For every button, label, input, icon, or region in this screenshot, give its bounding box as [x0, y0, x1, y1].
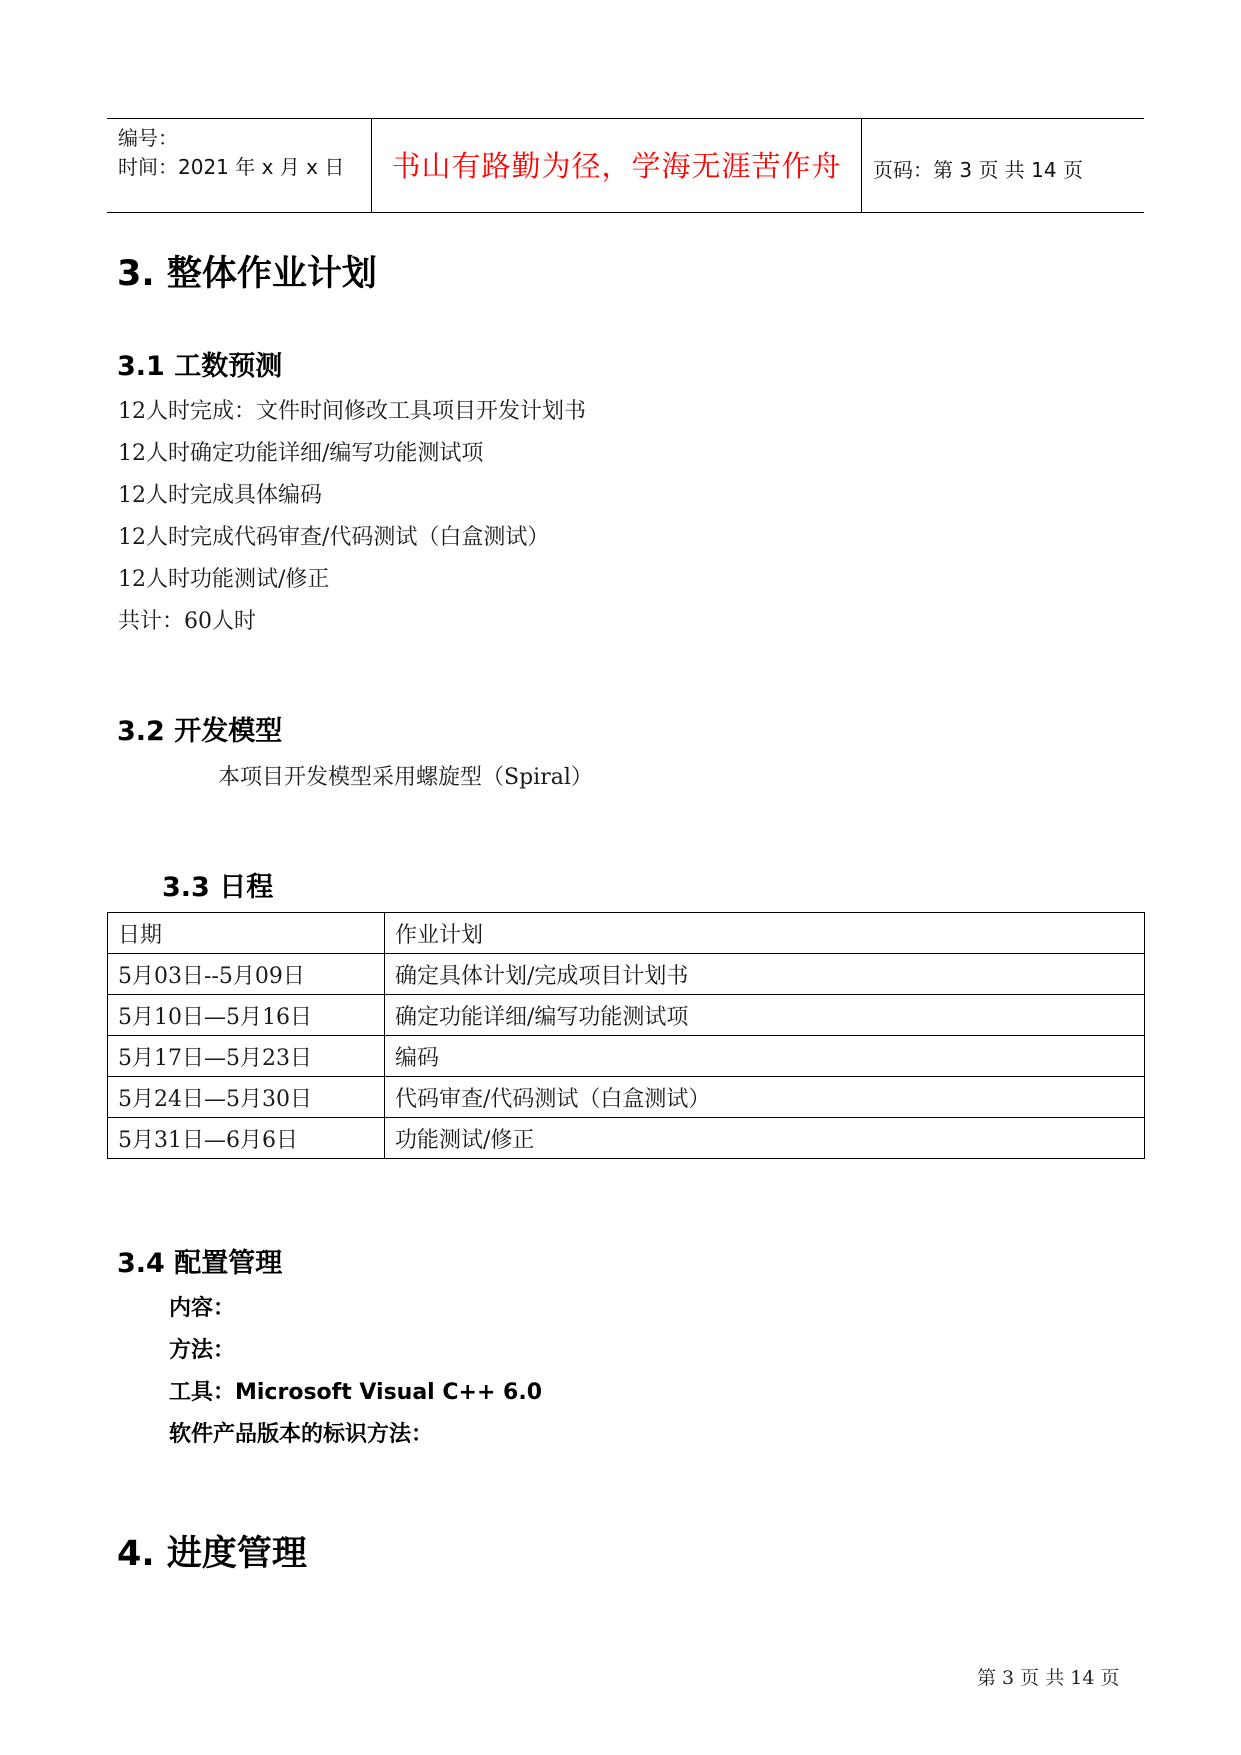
- config-content-label: 内容：: [169, 1296, 236, 1321]
- section-3-1-title: 3.1 工数预测: [117, 351, 283, 382]
- workload-total: 共计：60人时: [118, 609, 256, 634]
- section-3-3-title: 3.3 日程: [162, 872, 274, 903]
- workload-line: 12人时完成：文件时间修改工具项目开发计划书: [118, 399, 586, 424]
- section-3-2-title: 3.2 开发模型: [117, 716, 283, 747]
- table-cell-date: 5月24日—5月30日: [108, 1077, 385, 1118]
- header-motto: 书山有路勤为径，学海无涯苦作舟: [391, 149, 842, 183]
- config-tool-line: 工具：Microsoft Visual C++ 6.0: [169, 1380, 543, 1405]
- table-row: [108, 954, 1145, 995]
- dev-model-text: 本项目开发模型采用螺旋型（Spiral）: [218, 765, 593, 790]
- header-top-rule: [107, 118, 1144, 119]
- table-header-date: 日期: [108, 913, 385, 954]
- footer-page-number: 第 3 页 共 14 页: [977, 1667, 1120, 1689]
- table-cell-date: 5月31日—6月6日: [108, 1118, 385, 1159]
- workload-line: 12人时完成具体编码: [118, 483, 322, 508]
- header-divider-right: [861, 118, 862, 212]
- table-cell-plan: 确定功能详细/编写功能测试项: [385, 995, 1145, 1036]
- section-3-4-title: 3.4 配置管理: [117, 1248, 283, 1279]
- table-row: [108, 995, 1145, 1036]
- header-time-label: 时间：2021 年 x 月 x 日: [118, 155, 345, 179]
- table-header-plan: 作业计划: [385, 913, 1145, 954]
- table-cell-plan: 确定具体计划/完成项目计划书: [385, 954, 1145, 995]
- table-row: [108, 1118, 1145, 1159]
- table-cell-plan: 功能测试/修正: [385, 1118, 1145, 1159]
- schedule-table: [107, 912, 1145, 1159]
- config-method-label: 方法：: [169, 1338, 236, 1363]
- table-cell-plan: 编码: [385, 1036, 1145, 1077]
- workload-line: 12人时功能测试/修正: [118, 567, 330, 592]
- header-number-label: 编号：: [118, 126, 178, 150]
- table-cell-date: 5月17日—5月23日: [108, 1036, 385, 1077]
- header-page-info: 页码：第 3 页 共 14 页: [873, 158, 1083, 182]
- header-bottom-rule: [107, 212, 1144, 213]
- table-cell-date: 5月10日—5月16日: [108, 995, 385, 1036]
- table-cell-plan: 代码审查/代码测试（白盒测试）: [385, 1077, 1145, 1118]
- workload-line: 12人时确定功能详细/编写功能测试项: [118, 441, 484, 466]
- section-4-title: 4. 进度管理: [117, 1534, 307, 1574]
- section-3-title: 3. 整体作业计划: [117, 254, 377, 294]
- table-row: [108, 1036, 1145, 1077]
- table-header-row: [108, 913, 1145, 954]
- config-version-id-label: 软件产品版本的标识方法：: [169, 1422, 434, 1447]
- workload-line: 12人时完成代码审查/代码测试（白盒测试）: [118, 525, 550, 550]
- table-cell-date: 5月03日--5月09日: [108, 954, 385, 995]
- table-row: [108, 1077, 1145, 1118]
